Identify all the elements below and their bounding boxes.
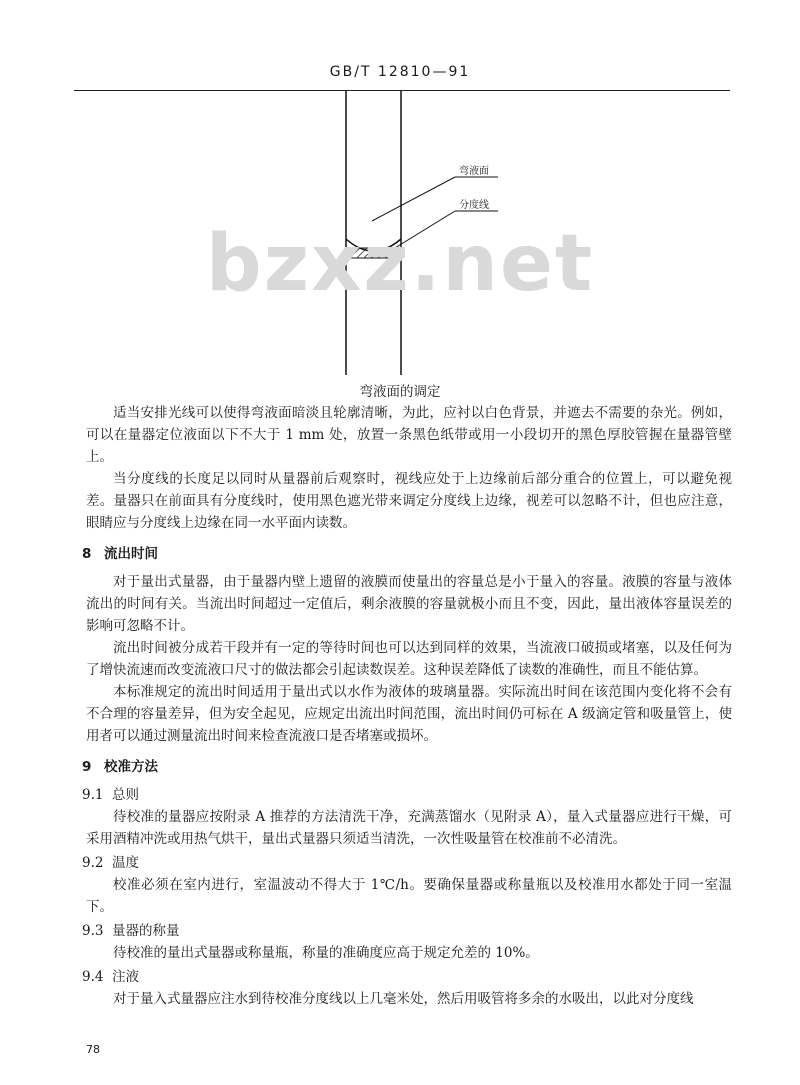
subsection-title: 量器的称量 <box>112 923 180 939</box>
section-title: 校准方法 <box>104 759 158 775</box>
graduation-label: 分度线 <box>459 200 489 211</box>
meniscus-leader <box>372 177 455 221</box>
subsection-heading <box>82 852 732 874</box>
subsection-number: 9.1 <box>82 787 104 803</box>
section-title: 流出时间 <box>104 546 158 562</box>
subsection-heading <box>82 920 732 942</box>
subsection-heading <box>82 784 732 806</box>
subsection-title: 温度 <box>112 855 139 871</box>
meniscus-label: 弯液面 <box>459 166 489 177</box>
section-heading-8 <box>82 543 732 565</box>
paragraph: 对于量出式量器，由于量器内壁上遗留的液膜而使量出的容量总是小于量入的容量。液膜的容量与液体流出的时间有关。当流出时间超过一定值后，剩余液膜的容量就极小而且不变，因此，量出液体容量误差的影响可忽略不计。 <box>86 574 732 634</box>
paragraph: 校准必须在室内进行，室温波动不得大于 1℃/h。要确保量器或称量瓶以及校准用水都处于同一室温下。 <box>86 877 732 915</box>
document-body <box>82 402 732 1010</box>
section-number: 9 <box>82 759 92 775</box>
subsection-heading <box>82 966 732 988</box>
paragraph: 当分度线的长度足以同时从量器前后观察时，视线应处于上边缘前后部分重合的位置上，可以避免视差。量器只在前面具有分度线时，使用黑色遮光带来调定分度线上边缘，视差可以忽略不计，但也应注意，眼睛应与分度线上边缘在同一水平面内读数。 <box>86 471 732 531</box>
page-number: 78 <box>86 1043 100 1056</box>
subsection-number: 9.2 <box>82 855 104 871</box>
section-number: 8 <box>82 546 92 562</box>
subsection-title: 总则 <box>112 787 139 803</box>
paragraph: 待校准的量出式量器或称量瓶，称量的准确度应高于规定允差的 10%。 <box>113 945 539 961</box>
meniscus-figure <box>0 91 800 381</box>
paragraph: 待校准的量器应按附录 A 推荐的方法清洗干净，充满蒸馏水（见附录 A），量入式量器应进行干燥，可采用酒精冲洗或用热气烘干，量出式量器只须适当清洗，一次性吸量管在校准前不必清洗。 <box>86 809 732 847</box>
subsection-number: 9.4 <box>82 969 104 985</box>
paragraph: 流出时间被分成若干段并有一定的等待时间也可以达到同样的效果，当流液口破损或堵塞，以及任何为了增快流速而改变流液口尺寸的做法都会引起读数误差。这种误差降低了读数的准确性，而且不能估算。 <box>86 640 732 678</box>
paragraph: 对于量入式量器应注水到待校准分度线以上几毫米处，然后用吸管将多余的水吸出，以此对分度线 <box>113 991 694 1007</box>
standard-code-header: GB/T 12810—91 <box>329 64 471 80</box>
section-heading-9 <box>82 756 732 778</box>
paragraph: 本标准规定的流出时间适用于量出式以水作为液体的玻璃量器。实际流出时间在该范围内变化将不会有不合理的容量差异，但为安全起见，应规定出流出时间范围，流出时间仍可标在 A 级滴定管和吸量管上，使用者可以通过测量流出时间来检查流液口是否堵塞或损坏。 <box>86 684 732 744</box>
subsection-number: 9.3 <box>82 923 104 939</box>
subsection-title: 注液 <box>112 969 139 985</box>
figure-caption: 弯液面的调定 <box>359 384 441 400</box>
watermark: bzxz.net <box>205 219 595 309</box>
paragraph: 适当安排光线可以使得弯液面暗淡且轮廓清晰，为此，应衬以白色背景，并遮去不需要的杂光。例如，可以在量器定位液面以下不大于 1 mm 处，放置一条黑色纸带或用一小段切开的黑色厚胶管握在量器管壁上。 <box>86 405 732 465</box>
